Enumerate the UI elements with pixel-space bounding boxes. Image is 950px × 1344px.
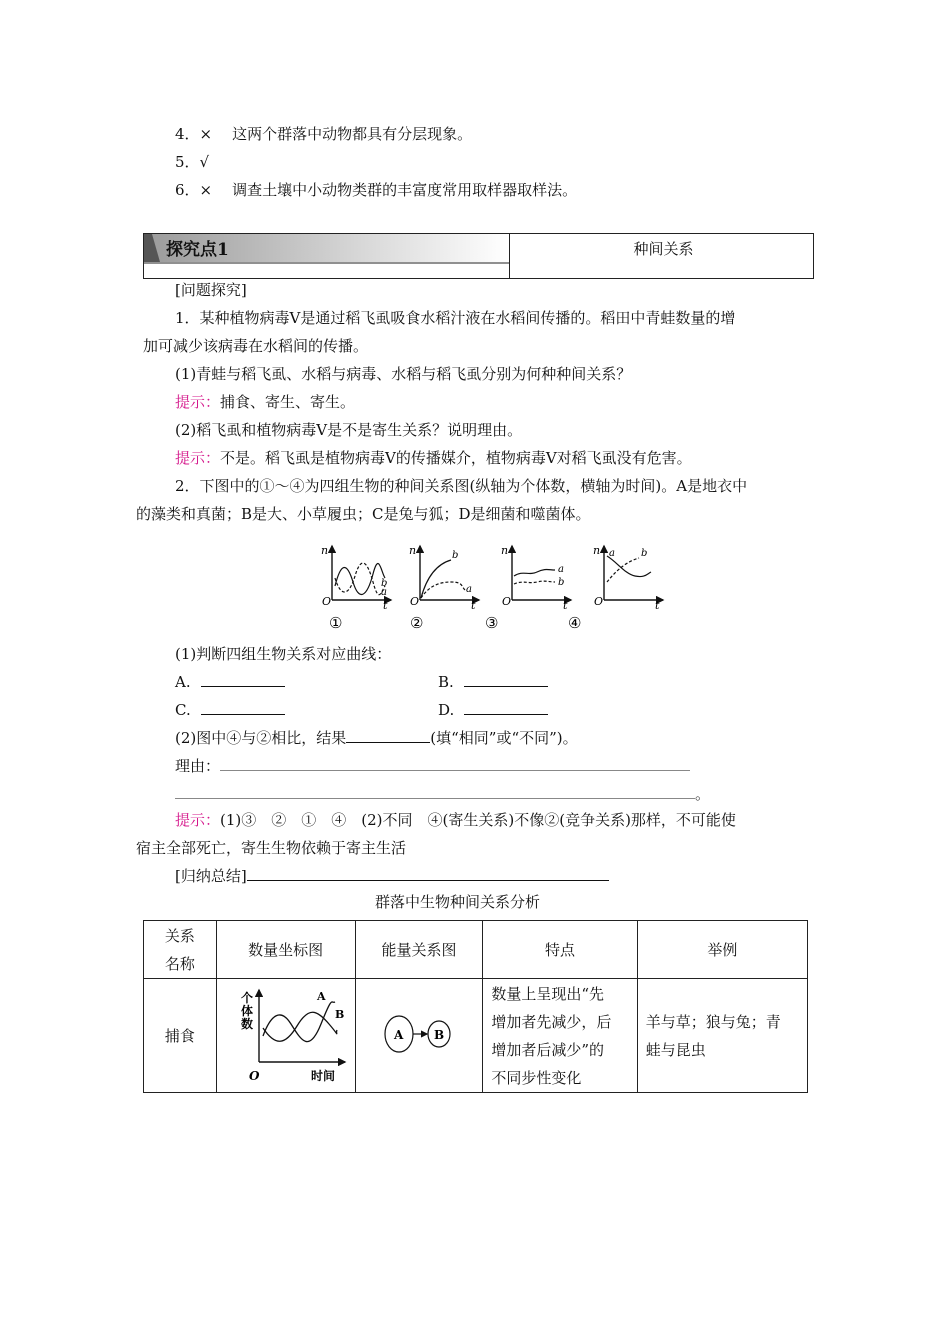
relation-table bbox=[143, 920, 808, 1093]
predation-graph bbox=[221, 984, 351, 1084]
axis-t: t bbox=[563, 599, 568, 612]
graph-y-label-2: 体 bbox=[240, 1003, 253, 1018]
reason-blank-1[interactable] bbox=[220, 756, 690, 771]
option-d-label: D. bbox=[438, 701, 455, 719]
graph-3 bbox=[501, 544, 571, 612]
curve-a-label: A bbox=[316, 989, 326, 1003]
example-line: 羊与草；狼与兔；青 bbox=[645, 1012, 781, 1031]
graph-y-label-1: 个 bbox=[240, 990, 253, 1005]
summary-rule bbox=[247, 866, 609, 881]
curve-a-label: a bbox=[381, 587, 387, 598]
energy-b: B bbox=[433, 1027, 445, 1042]
graph-label-3: ③ bbox=[485, 614, 499, 632]
relation-graphs bbox=[315, 542, 675, 632]
curve-b-label: B bbox=[334, 1007, 344, 1021]
axis-o: O bbox=[594, 595, 604, 608]
q2-sub2-post: (填“相同”或“不同”)。 bbox=[430, 729, 578, 747]
section-title: 种间关系 bbox=[633, 240, 694, 258]
axis-n: n bbox=[409, 544, 417, 557]
q1-line2: 加可减少该病毒在水稻间的传播。 bbox=[143, 337, 369, 355]
option-d bbox=[438, 700, 548, 720]
energy-diagram bbox=[379, 1004, 459, 1064]
axis-t: t bbox=[471, 599, 476, 612]
graph-label-2: ② bbox=[410, 614, 424, 632]
curve-b-label: b bbox=[452, 550, 459, 561]
table-caption: 群落中生物种间关系分析 bbox=[375, 893, 541, 911]
section-tag-banner bbox=[144, 234, 509, 264]
reason-label: 理由： bbox=[175, 757, 221, 775]
table-header-row bbox=[144, 921, 808, 979]
header-graph: 数量坐标图 bbox=[216, 921, 355, 979]
answer-6 bbox=[175, 180, 577, 200]
graph-1 bbox=[321, 544, 391, 612]
answer-num: 6．× bbox=[175, 181, 213, 199]
section-tag bbox=[144, 234, 509, 264]
graph-origin: O bbox=[248, 1068, 260, 1083]
q2-hint-line1 bbox=[175, 810, 736, 830]
option-c-label: C. bbox=[175, 701, 191, 719]
option-b-label: B. bbox=[438, 673, 454, 691]
hint-text: 不是。稻飞虱是植物病毒V的传播媒介，植物病毒V对稻飞虱没有危害。 bbox=[220, 449, 692, 467]
q2-line2: 的藻类和真菌；B是大、小草履虫；C是兔与狐；D是细菌和噬菌体。 bbox=[136, 505, 591, 523]
hint-text: 捕食、寄生、寄生。 bbox=[220, 393, 356, 411]
end-mark: 。 bbox=[695, 785, 711, 803]
axis-o: O bbox=[410, 595, 420, 608]
header-name-line1: 关系 bbox=[164, 926, 195, 945]
answer-4 bbox=[175, 124, 472, 144]
energy-a: A bbox=[393, 1027, 404, 1042]
option-a-label: A. bbox=[175, 673, 191, 691]
option-b bbox=[438, 672, 548, 692]
axis-t: t bbox=[383, 599, 388, 612]
hint-label: 提示： bbox=[175, 811, 221, 829]
graph-x-label: 时间 bbox=[310, 1068, 335, 1083]
feature-line: 增加者先减少，后 bbox=[491, 1012, 612, 1031]
feature-line: 增加者后减少”的 bbox=[491, 1040, 604, 1059]
problem-heading: [问题探究] bbox=[175, 281, 247, 299]
graph-label-4: ④ bbox=[568, 614, 582, 632]
section-divider bbox=[509, 234, 510, 278]
curve-b-label: b bbox=[381, 578, 388, 589]
curve-a-label: a bbox=[558, 564, 564, 575]
header-energy: 能量关系图 bbox=[355, 921, 483, 979]
row-energy bbox=[355, 979, 483, 1093]
curve-b-label: b bbox=[641, 548, 648, 559]
axis-o: O bbox=[502, 595, 512, 608]
row-name: 捕食 bbox=[144, 979, 217, 1093]
section-tag-text: 探究点1 bbox=[166, 240, 229, 260]
graph-4 bbox=[593, 544, 663, 612]
graph-y-label-3: 数 bbox=[240, 1016, 253, 1031]
example-line: 蛙与昆虫 bbox=[645, 1040, 706, 1059]
reason-line bbox=[175, 756, 690, 776]
row-feature bbox=[483, 979, 637, 1093]
option-a bbox=[175, 672, 285, 692]
option-b-blank[interactable] bbox=[464, 672, 548, 687]
q1-sub1: (1)青蛙与稻飞虱、水稻与病毒、水稻与稻飞虱分别为何种种间关系？ bbox=[175, 365, 632, 383]
option-c bbox=[175, 700, 285, 720]
axis-o: O bbox=[322, 595, 332, 608]
table-row bbox=[144, 979, 808, 1093]
q2-sub2-pre: (2)图中④与②相比，结果 bbox=[175, 729, 347, 747]
answer-text: 这两个群落中动物都具有分层现象。 bbox=[232, 125, 473, 143]
reason-blank-2[interactable] bbox=[175, 784, 695, 799]
reason-line-2 bbox=[175, 784, 710, 804]
curve-b-label: b bbox=[558, 577, 565, 588]
axis-n: n bbox=[321, 544, 329, 557]
answer-num: 4．× bbox=[175, 125, 213, 143]
option-a-blank[interactable] bbox=[201, 672, 285, 687]
answer-text: 调查土壤中小动物类群的丰富度常用取样器取样法。 bbox=[232, 181, 578, 199]
q2-sub1: (1)判断四组生物关系对应曲线： bbox=[175, 645, 392, 663]
q1-hint1 bbox=[175, 392, 355, 412]
axis-t: t bbox=[655, 599, 660, 612]
header-name-line2: 名称 bbox=[164, 954, 195, 973]
hint-text: (1)③ ② ① ④ (2)不同 ④(寄生关系)不像②(竞争关系)那样，不可能使 bbox=[220, 811, 736, 829]
q2-sub2 bbox=[175, 728, 578, 748]
section-header bbox=[143, 233, 814, 279]
graph-2 bbox=[409, 544, 479, 612]
row-example bbox=[637, 979, 807, 1093]
result-blank[interactable] bbox=[346, 728, 430, 743]
answer-num: 5．√ bbox=[175, 153, 210, 171]
q2-line1: 2．下图中的①～④为四组生物的种间关系图(纵轴为个体数，横轴为时间)。A是地衣中 bbox=[175, 477, 748, 495]
row-graph bbox=[216, 979, 355, 1093]
header-feature: 特点 bbox=[483, 921, 637, 979]
hint-label: 提示： bbox=[175, 449, 221, 467]
option-d-blank[interactable] bbox=[464, 700, 548, 715]
curve-a-label: a bbox=[466, 584, 472, 595]
feature-line: 不同步性变化 bbox=[491, 1068, 582, 1087]
q1-hint2 bbox=[175, 448, 692, 468]
q1-line1: 1．某种植物病毒V是通过稻飞虱吸食水稻汁液在水稻间传播的。稻田中青蛙数量的增 bbox=[175, 309, 736, 327]
answer-5 bbox=[175, 152, 209, 172]
q2-hint-line2: 宿主全部死亡，寄生生物依赖于寄主生活 bbox=[136, 839, 407, 857]
option-c-blank[interactable] bbox=[201, 700, 285, 715]
header-example: 举例 bbox=[637, 921, 807, 979]
graph-label-1: ① bbox=[329, 614, 343, 632]
axis-n: n bbox=[501, 544, 509, 557]
summary-heading-text: [归纳总结] bbox=[175, 867, 247, 885]
curve-a-label: a bbox=[609, 548, 615, 559]
q1-sub2: (2)稻飞虱和植物病毒V是不是寄生关系？说明理由。 bbox=[175, 421, 523, 439]
hint-label: 提示： bbox=[175, 393, 221, 411]
axis-n: n bbox=[593, 544, 601, 557]
feature-line: 数量上呈现出“先 bbox=[491, 984, 604, 1003]
header-name bbox=[144, 921, 217, 979]
summary-heading bbox=[175, 866, 609, 886]
